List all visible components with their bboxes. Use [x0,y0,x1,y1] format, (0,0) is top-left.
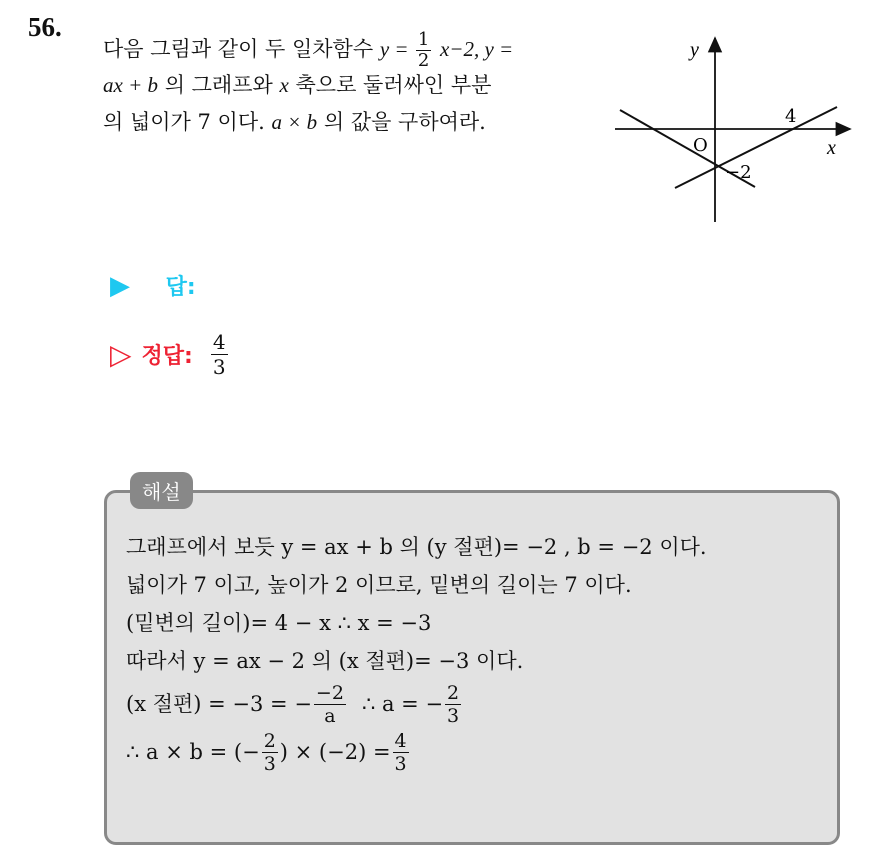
explanation-line5-text2: ∴ a = − [361,692,444,716]
problem-line1-eq: y = [379,37,414,61]
origin-label: O [693,135,708,156]
explanation-line-1: 그래프에서 보듯 y = ax + b 의 (y 절편)= −2 , b = −2 이다. [126,535,707,559]
correct-answer-fraction [211,330,228,379]
y-intercept-label: −2 [725,162,752,183]
explanation-tag: 해설 [130,472,193,509]
explanation-line-2: 넓이가 7 이고, 높이가 2 이므로, 밑변의 길이는 7 이다. [126,573,632,597]
fraction-denominator: 3 [447,704,460,727]
answer-row [110,270,196,301]
problem-line3-text2: 의 값을 구하여라. [323,110,486,134]
fraction-denominator: 2 [417,50,430,71]
explanation-line-4: 따라서 y = ax − 2 의 (x 절편)= −3 이다. [126,649,524,673]
fraction-numerator: 2 [447,681,460,704]
problem-line3-text: 의 넓이가 7 이다. [103,110,265,134]
answer-label: 답: [165,275,196,300]
fraction-denominator: a [324,704,336,727]
problem-line2-text: 의 그래프와 [164,73,273,97]
problem-fraction [416,30,431,71]
fraction-numerator: 2 [263,729,276,752]
correct-answer-label: 정답: [141,344,193,369]
explanation-text [126,528,707,776]
explanation-line5-fraction1 [314,682,346,727]
explanation-line6-fraction1 [262,730,278,775]
fraction-numerator: −2 [315,681,344,704]
problem-line1-eq-tail: x−2, y = [439,37,514,61]
fraction-denominator: 3 [263,752,276,775]
graph-figure [610,30,870,230]
correct-answer-denominator: 3 [212,355,226,379]
problem-line3-eq: a × b [271,110,318,134]
explanation-line-6 [126,728,707,776]
explanation-line5-fraction2 [445,682,461,727]
fraction-numerator: 4 [394,729,407,752]
problem-line1-text: 다음 그림과 같이 두 일차함수 [103,37,374,61]
explanation-line6-text: ∴ a × b = (− [126,740,260,764]
explanation-line5-text: (x 절편) = −3 = − [126,692,312,716]
problem-text [103,30,603,141]
x-axis-label: x [827,137,836,159]
correct-answer-row [110,330,230,379]
explanation-line6-fraction2 [393,730,409,775]
triangle-right-outline-icon: ▷ [110,338,132,371]
explanation-line6-text2: ) × (−2) = [279,740,391,764]
problem-line2-eq: ax + b [103,73,158,97]
fraction-numerator: 1 [417,29,430,50]
fraction-denominator: 3 [394,752,407,775]
correct-answer-numerator: 4 [212,330,226,354]
x-intercept-label: 4 [785,106,797,127]
y-axis-label: y [690,39,699,61]
triangle-right-filled-icon: ▶ [110,271,130,301]
problem-line2-var: x [279,73,289,97]
explanation-line-3: (밑변의 길이)= 4 − x ∴ x = −3 [126,611,432,635]
explanation-line-5 [126,680,707,728]
problem-line2-text2: 축으로 둘러싸인 부분 [295,73,492,97]
problem-number: 56. [28,12,62,42]
